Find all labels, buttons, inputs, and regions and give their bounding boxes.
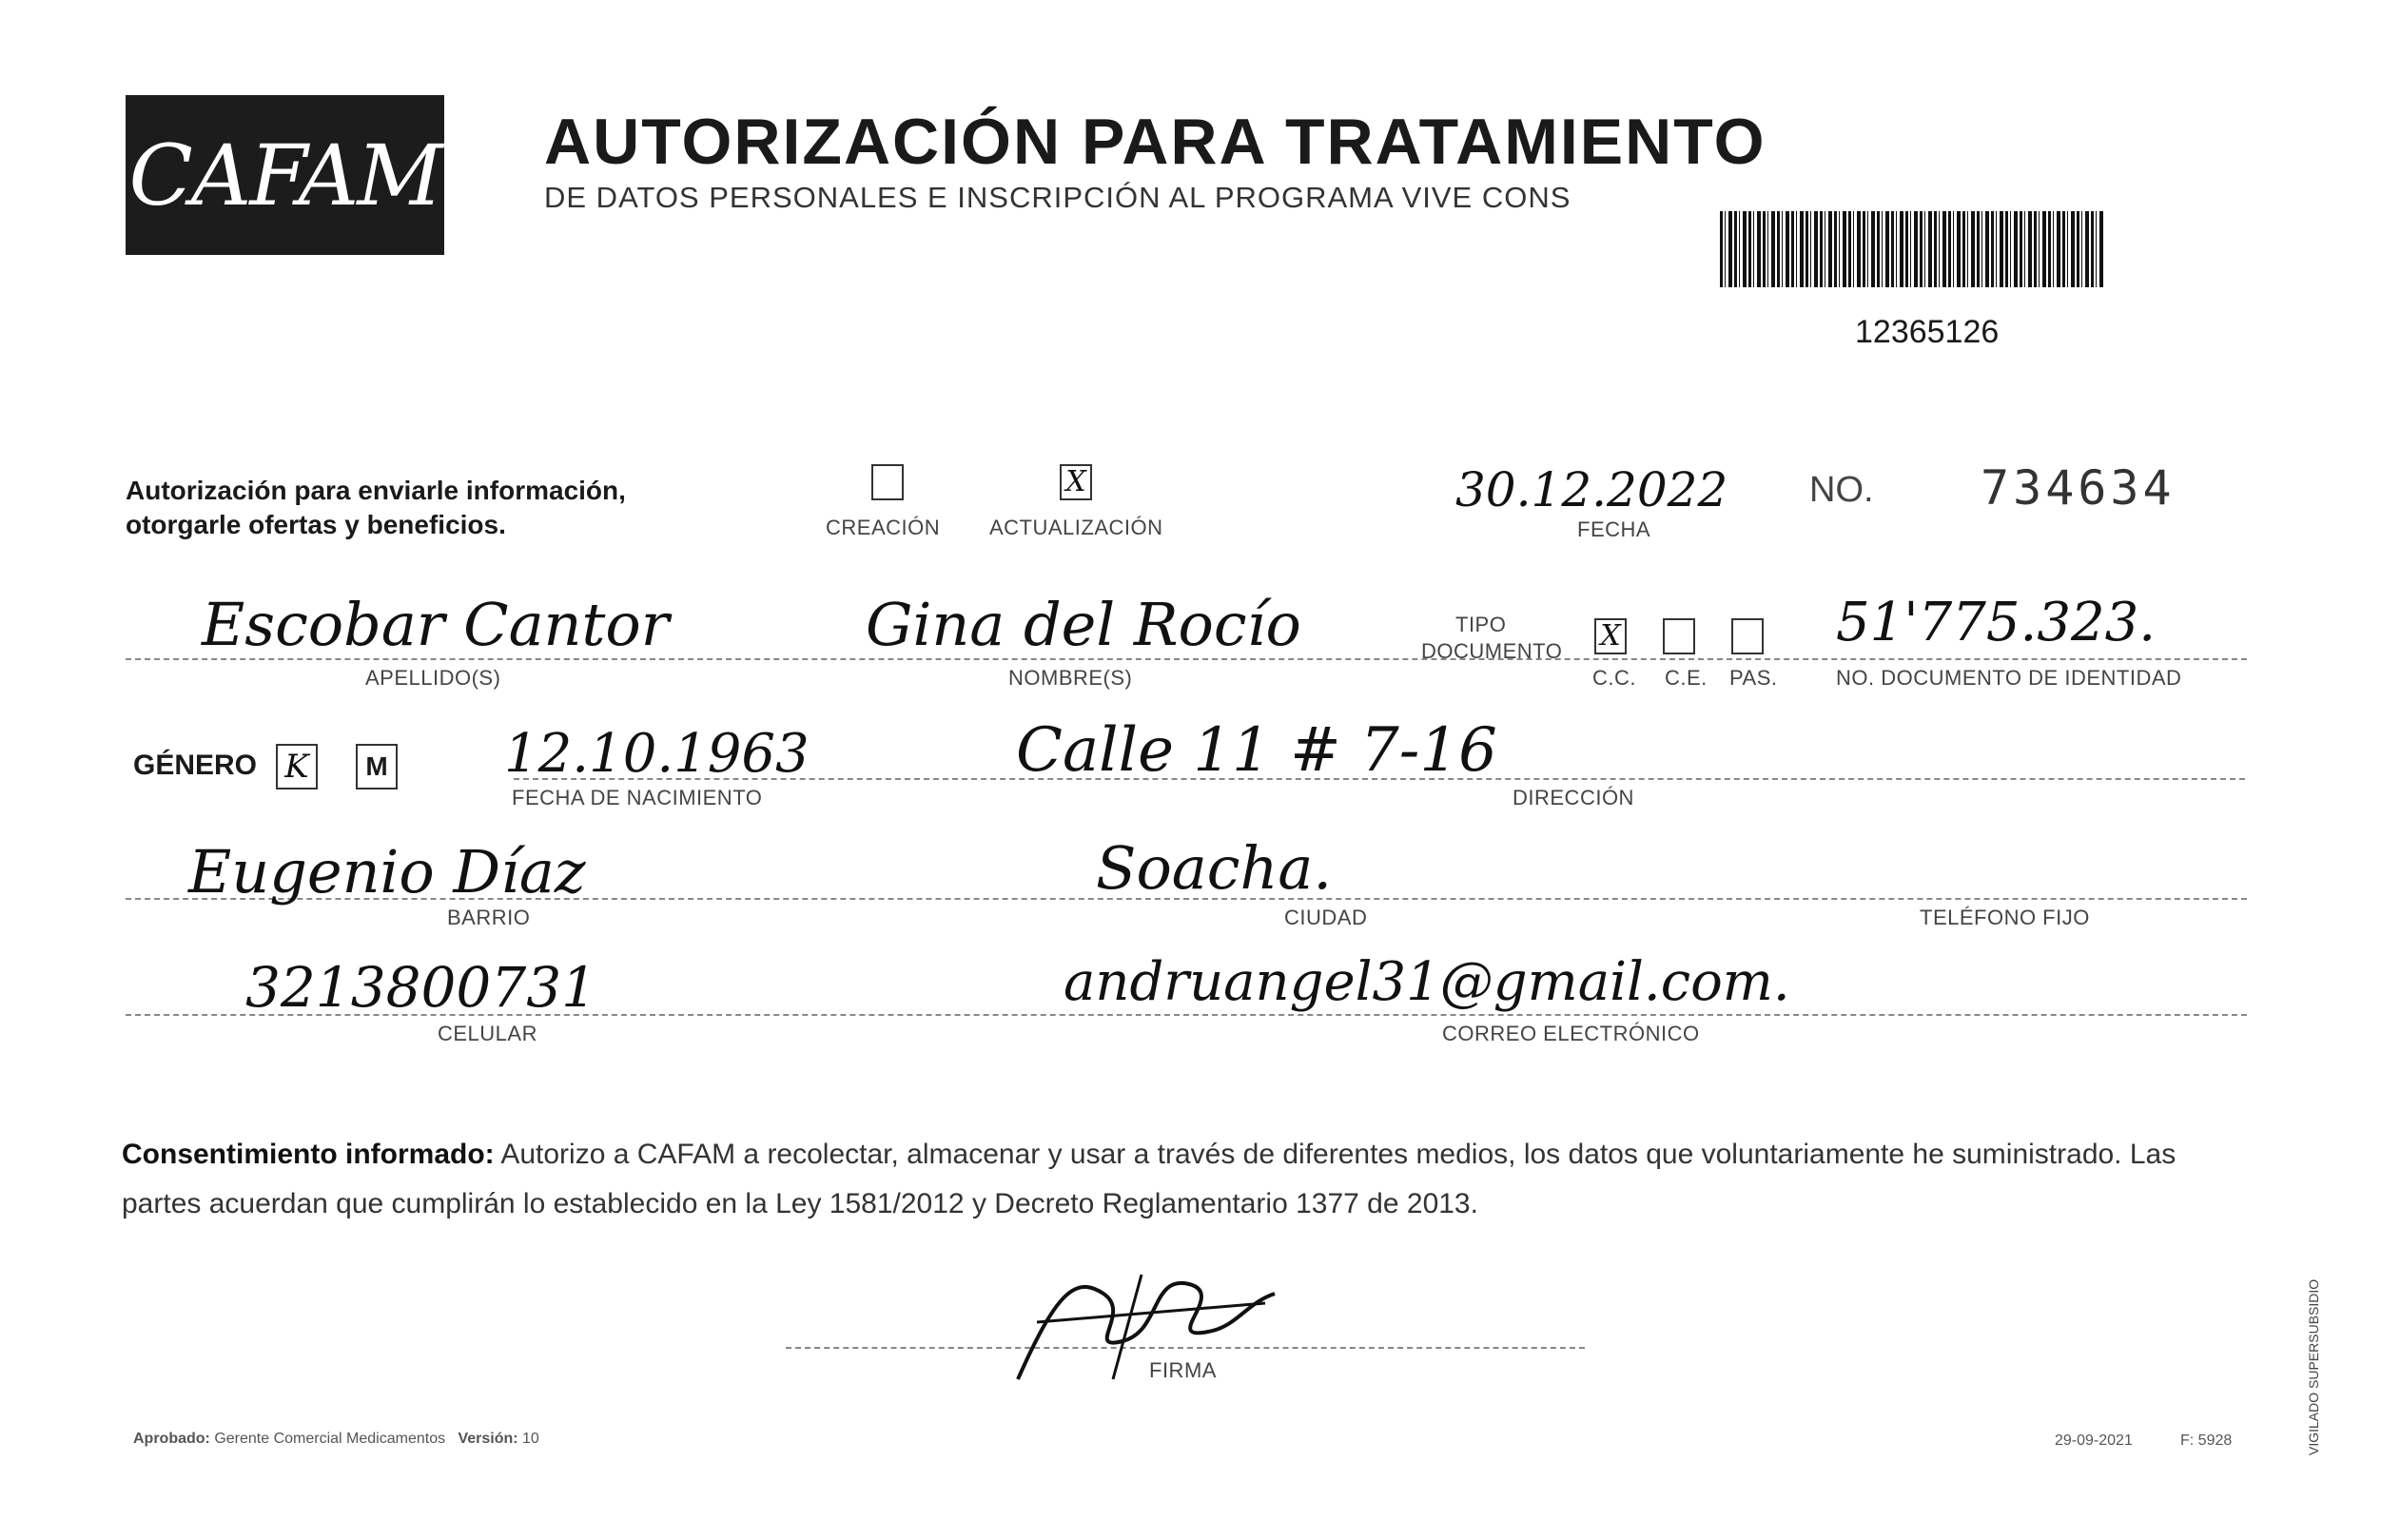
- version-value: 10: [522, 1431, 539, 1447]
- pas-checkbox[interactable]: [1731, 618, 1764, 654]
- consent-text: Autorizo a CAFAM a recolectar, almacenar y usar a través de diferentes medios, los datos que voluntariamente he suministrado. Las partes acuerdan que cumplirán lo establecido en la Ley 1581/2012 y Decreto Reglamentario 1377 de 2013.: [122, 1139, 2177, 1219]
- no-label: NO.: [1809, 470, 1874, 510]
- tipo-documento-label-2: DOCUMENTO: [1421, 639, 1563, 663]
- ce-label: C.E.: [1665, 666, 1708, 690]
- consent-paragraph: [122, 1130, 2253, 1229]
- footer-form-code: F: 5928: [2180, 1433, 2233, 1449]
- genero-f-checkbox[interactable]: K: [276, 744, 318, 789]
- genero-label: GÉNERO: [133, 750, 258, 781]
- nombres-label: NOMBRE(S): [1008, 666, 1133, 690]
- nacimiento-label: FECHA DE NACIMIENTO: [512, 786, 763, 809]
- direccion-value[interactable]: Calle 11 # 7-16: [1016, 715, 1497, 786]
- actualizacion-checkbox[interactable]: X: [1060, 464, 1092, 500]
- celular-label: CELULAR: [438, 1022, 537, 1045]
- cafam-logo: CAFAM: [126, 95, 444, 255]
- aprobado-value: Gerente Comercial Medicamentos: [214, 1431, 446, 1447]
- footer-date: 29-09-2021: [2055, 1433, 2133, 1449]
- fecha-value[interactable]: 30.12.2022: [1455, 462, 1728, 517]
- version-label: Versión:: [458, 1431, 518, 1447]
- vertical-supervision-text: [2306, 1246, 2329, 1455]
- celular-value[interactable]: 3213800731: [245, 955, 597, 1020]
- barrio-label: BARRIO: [447, 906, 531, 929]
- direccion-label: DIRECCIÓN: [1513, 786, 1634, 809]
- auth-text-line2: otorgarle ofertas y beneficios.: [126, 510, 506, 539]
- signature-scribble: [999, 1237, 1284, 1398]
- genero-m-checkbox[interactable]: M: [356, 744, 398, 789]
- actualizacion-label: ACTUALIZACIÓN: [989, 516, 1163, 539]
- barcode: [1720, 211, 2104, 287]
- documento-label: NO. DOCUMENTO DE IDENTIDAD: [1836, 666, 2182, 690]
- ciudad-label: CIUDAD: [1284, 906, 1368, 929]
- documento-value[interactable]: 51'775.323.: [1836, 592, 2157, 653]
- no-value: 734634: [1981, 460, 2176, 516]
- consent-heading: Consentimiento informado:: [122, 1139, 495, 1170]
- correo-label: CORREO ELECTRÓNICO: [1442, 1022, 1700, 1045]
- vertical-text: VIGILADO SUPERSUBSIDIO: [2306, 1278, 2321, 1455]
- signature-label: FIRMA: [1149, 1358, 1217, 1382]
- ce-checkbox[interactable]: [1663, 618, 1695, 654]
- footer-approval: [133, 1431, 539, 1448]
- correo-value[interactable]: andruangel31@gmail.com.: [1064, 951, 1790, 1013]
- ciudad-value[interactable]: Soacha.: [1096, 833, 1333, 903]
- barcode-number: 12365126: [1855, 314, 2000, 350]
- tipo-documento-label-1: TIPO: [1455, 613, 1507, 636]
- cc-label: C.C.: [1592, 666, 1636, 690]
- barrio-value[interactable]: Eugenio Díaz: [188, 837, 586, 906]
- pas-label: PAS.: [1729, 666, 1778, 690]
- cc-checkbox[interactable]: X: [1594, 618, 1627, 654]
- creacion-checkbox[interactable]: [871, 464, 904, 500]
- fecha-label: FECHA: [1577, 517, 1651, 541]
- telefono-label: TELÉFONO FIJO: [1920, 906, 2090, 929]
- creacion-label: CREACIÓN: [826, 516, 941, 539]
- document-title: AUTORIZACIÓN PARA TRATAMIENTO: [544, 106, 1767, 178]
- auth-text-line1: Autorización para enviarle información,: [126, 476, 626, 505]
- nacimiento-value[interactable]: 12.10.1963: [504, 723, 810, 785]
- apellidos-value[interactable]: Escobar Cantor: [202, 590, 670, 659]
- document-subtitle: DE DATOS PERSONALES E INSCRIPCIÓN AL PROGRAMA VIVE CONS: [544, 181, 1571, 214]
- nombres-value[interactable]: Gina del Rocío: [866, 590, 1301, 659]
- apellidos-label: APELLIDO(S): [365, 666, 501, 690]
- aprobado-label: Aprobado:: [133, 1431, 210, 1447]
